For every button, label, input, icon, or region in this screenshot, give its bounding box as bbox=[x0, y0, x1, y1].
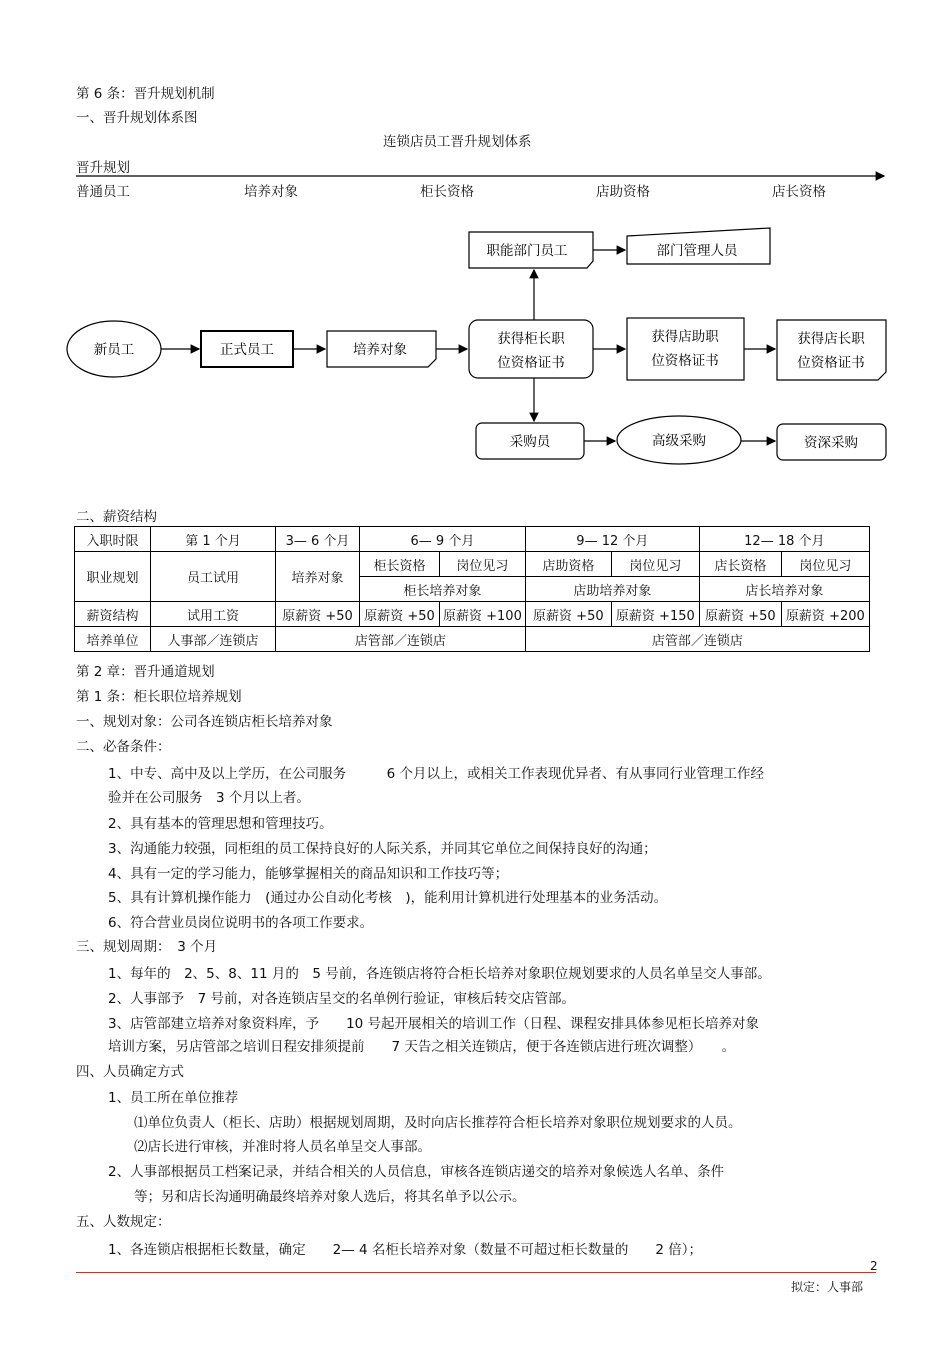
table-cell: 薪资结构 bbox=[75, 602, 151, 627]
paragraph-line: 验并在公司服务 3 个月以上者。 bbox=[108, 790, 310, 806]
table-cell: 原薪资 +100 bbox=[440, 602, 526, 627]
footer-rule bbox=[76, 1272, 876, 1273]
table-cell: 店长培养对象 bbox=[699, 577, 869, 602]
chapter-heading: 第 2 章：晋升通道规划 bbox=[76, 664, 215, 680]
timeline-stage: 培养对象 bbox=[244, 184, 298, 200]
table-cell: 原薪资 +50 bbox=[276, 602, 360, 627]
section-heading: 二、必备条件： bbox=[76, 739, 171, 755]
article-heading: 第 1 条：柜长职位培养规划 bbox=[76, 689, 242, 705]
table-cell: 岗位见习 bbox=[611, 552, 699, 577]
section-heading: 一、规划对象：公司各连锁店柜长培养对象 bbox=[76, 714, 333, 730]
mgr-cert-text: 获得店长职 bbox=[797, 331, 865, 347]
salary-heading: 二、薪资结构 bbox=[76, 509, 157, 525]
table-cell: 第 1 个月 bbox=[151, 527, 276, 552]
table-cell: 试用工资 bbox=[151, 602, 276, 627]
table-row bbox=[75, 627, 870, 652]
counter-cert-text: 获得柜长职 bbox=[497, 331, 565, 347]
trainee-text: 培养对象 bbox=[353, 342, 407, 358]
paragraph-line: 等；另和店长沟通明确最终培养对象人选后，将其名单予以公示。 bbox=[134, 1189, 526, 1205]
paragraph-line: 3、沟通能力较强，同柜组的员工保持良好的人际关系，并同其它单位之间保持良好的沟通； bbox=[108, 841, 657, 857]
paragraph-line: 培训方案，另店管部之培训日程安排须提前 7 天告之相关连锁店，便于各连锁店进行班次调整） 。 bbox=[108, 1039, 736, 1055]
table-cell: 3— 6 个月 bbox=[276, 527, 360, 552]
section-heading: 四、人员确定方式 bbox=[76, 1064, 184, 1080]
paragraph-line: 1、各连锁店根据柜长数量，确定 2— 4 名柜长培养对象（数量不可超过柜长数量的 2 倍）； bbox=[108, 1242, 702, 1258]
page-number: 2 bbox=[870, 1259, 878, 1273]
paragraph-line: 1、中专、高中及以上学历，在公司服务 6 个月以上，或相关工作表现优异者、有从事同行业管理工作经 bbox=[108, 766, 764, 782]
table-cell: 人事部／连锁店 bbox=[151, 627, 276, 652]
paragraph-line: ⑴单位负责人（柜长、店助）根据规划周期，及时向店长推荐符合柜长培养对象职位规划要求的人员。 bbox=[134, 1115, 742, 1131]
salary-table bbox=[74, 526, 870, 652]
table-row bbox=[75, 552, 870, 577]
promotion-diagram bbox=[0, 0, 950, 480]
veteran-buyer-text: 资深采购 bbox=[804, 435, 858, 451]
author-note: 拟定：人事部 bbox=[791, 1280, 864, 1294]
dept-manager-text: 部门管理人员 bbox=[656, 243, 738, 259]
table-cell: 店管部／连锁店 bbox=[276, 627, 526, 652]
paragraph-line: 1、员工所在单位推荐 bbox=[108, 1090, 239, 1106]
asst-cert-text: 获得店助职 bbox=[651, 329, 719, 345]
table-cell: 店助培养对象 bbox=[525, 577, 699, 602]
section-heading: 五、人数规定： bbox=[76, 1214, 171, 1230]
table-cell: 店助资格 bbox=[525, 552, 611, 577]
table-row bbox=[75, 602, 870, 627]
timeline-label: 晋升规划 bbox=[76, 160, 130, 176]
table-cell: 店长资格 bbox=[699, 552, 781, 577]
new-employee-text: 新员工 bbox=[93, 342, 135, 358]
table-cell: 9— 12 个月 bbox=[525, 527, 699, 552]
formal-employee-text: 正式员工 bbox=[220, 342, 274, 358]
senior-buyer-text: 高级采购 bbox=[652, 433, 706, 449]
paragraph-line: 6、符合营业员岗位说明书的各项工作要求。 bbox=[108, 915, 374, 931]
paragraph-line: 2、人事部根据员工档案记录，并结合相关的人员信息，审核各连锁店递交的培养对象候选人名单、条件 bbox=[108, 1164, 725, 1180]
asst-cert-text: 位资格证书 bbox=[651, 353, 719, 369]
paragraph-line: 5、具有计算机操作能力 (通过办公自动化考核 )，能利用计算机进行处理基本的业务活动。 bbox=[108, 890, 668, 906]
functional-staff-text: 职能部门员工 bbox=[486, 243, 568, 259]
paragraph-line: 3、店管部建立培养对象资料库，予 10 号起开展相关的培训工作（日程、课程安排具体参见柜长培养对象 bbox=[108, 1016, 760, 1032]
timeline-stage: 普通员工 bbox=[76, 184, 130, 200]
table-cell: 入职时限 bbox=[75, 527, 151, 552]
paragraph-line: 4、具有一定的学习能力，能够掌握相关的商品知识和工作技巧等； bbox=[108, 866, 509, 882]
table-cell: 培养对象 bbox=[276, 552, 360, 602]
paragraph-line: 1、每年的 2、5、8、11 月的 5 号前，各连锁店将符合柜长培养对象职位规划要求的人员名单呈交人事部。 bbox=[108, 966, 771, 982]
article-heading: 第 6 条：晋升规划机制 bbox=[76, 86, 215, 102]
table-cell: 原薪资 +50 bbox=[525, 602, 611, 627]
table-cell: 员工试用 bbox=[151, 552, 276, 602]
table-cell: 原薪资 +150 bbox=[611, 602, 699, 627]
section-heading: 三、规划周期： 3 个月 bbox=[76, 939, 218, 955]
counter-cert-text: 位资格证书 bbox=[497, 355, 565, 371]
table-cell: 原薪资 +50 bbox=[699, 602, 781, 627]
timeline-stage: 店长资格 bbox=[772, 184, 826, 200]
table-cell: 柜长培养对象 bbox=[360, 577, 526, 602]
table-row bbox=[75, 527, 870, 552]
table-cell: 原薪资 +200 bbox=[781, 602, 869, 627]
table-cell: 6— 9 个月 bbox=[360, 527, 526, 552]
table-cell: 店管部／连锁店 bbox=[525, 627, 869, 652]
table-cell: 柜长资格 bbox=[360, 552, 440, 577]
table-cell: 12— 18 个月 bbox=[699, 527, 869, 552]
section-heading: 一、晋升规划体系图 bbox=[76, 110, 198, 126]
mgr-cert-node bbox=[777, 320, 886, 380]
buyer-text: 采购员 bbox=[509, 434, 551, 450]
table-cell: 岗位见习 bbox=[440, 552, 526, 577]
mgr-cert-text: 位资格证书 bbox=[797, 355, 865, 371]
asst-cert-node bbox=[627, 318, 744, 380]
diagram-title: 连锁店员工晋升规划体系 bbox=[383, 134, 532, 150]
paragraph-line: ⑵店长进行审核，并准时将人员名单呈交人事部。 bbox=[134, 1139, 431, 1155]
table-cell: 培养单位 bbox=[75, 627, 151, 652]
timeline-stage: 店助资格 bbox=[596, 184, 650, 200]
table-cell: 岗位见习 bbox=[781, 552, 869, 577]
timeline-stage: 柜长资格 bbox=[420, 184, 474, 200]
table-cell: 原薪资 +50 bbox=[360, 602, 440, 627]
paragraph-line: 2、具有基本的管理思想和管理技巧。 bbox=[108, 816, 333, 832]
paragraph-line: 2、人事部予 7 号前，对各连锁店呈交的名单例行验证，审核后转交店管部。 bbox=[108, 991, 575, 1007]
table-cell: 职业规划 bbox=[75, 552, 151, 602]
